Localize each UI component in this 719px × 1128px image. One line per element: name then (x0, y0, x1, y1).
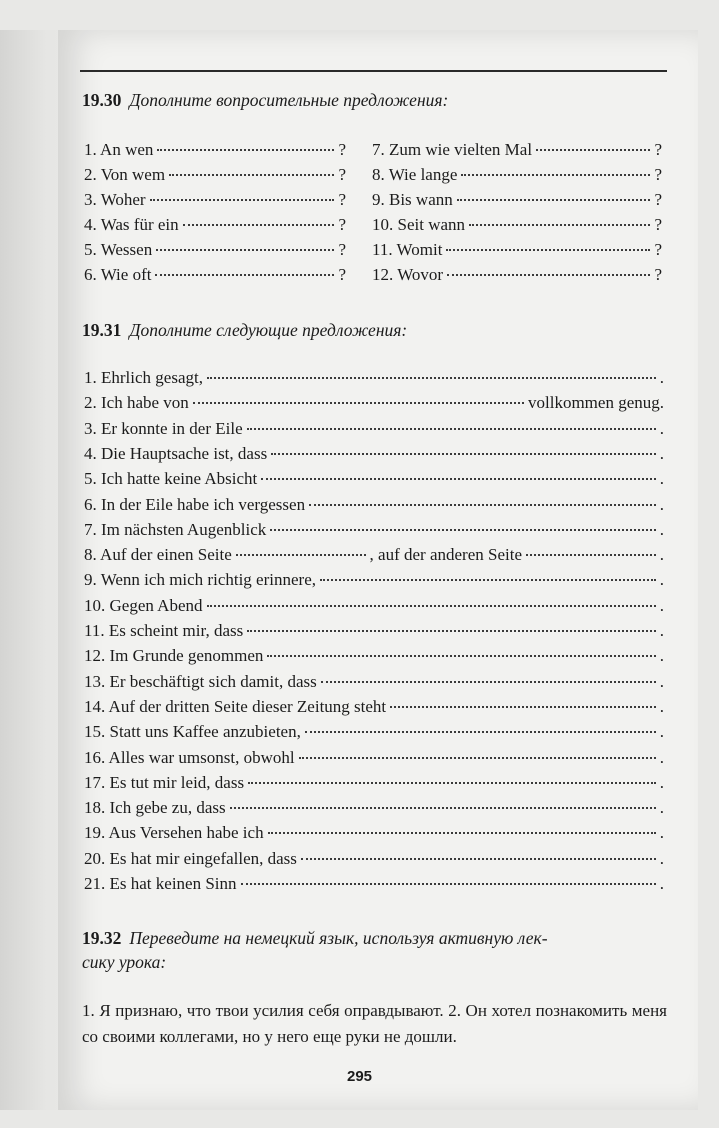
line-label: 20. Es hat mir eingefallen, dass (84, 848, 297, 868)
line-ending: ? (338, 240, 346, 259)
translation-text: 1. Я признаю, что твои усилия себя оправдывают. 2. Он хотел познакомить меня со своими коллегами, но у него еще руки не дошли. (82, 1001, 667, 1046)
exercise-title: Дополните следующие предложения: (129, 320, 408, 340)
line-ending: . (659, 722, 664, 742)
exercise-title: Дополните вопросительные предложения: (129, 90, 449, 110)
blank-dotted-line (461, 174, 650, 176)
line-label: 3. Woher (84, 190, 146, 209)
blank-dotted-line (299, 757, 656, 759)
blank-dotted-line (241, 883, 656, 885)
exercise-number: 19.30 (82, 90, 122, 110)
exercise-line (84, 545, 664, 569)
blank-dotted-line (268, 832, 656, 834)
exercise-19-32-heading-line2 (82, 952, 166, 973)
blank-dotted-line (236, 554, 366, 556)
exercise-line (84, 849, 664, 873)
exercise-line (84, 798, 664, 822)
blank-dotted-line (305, 731, 656, 733)
line-label: 9. Wenn ich mich richtig erinnere, (84, 570, 316, 590)
blank-dotted-line (169, 174, 334, 176)
line-label: 4. Was für ein (84, 215, 179, 234)
exercise-line (84, 596, 664, 620)
exercise-line (372, 265, 662, 289)
blank-dotted-line (270, 529, 656, 531)
exercise-line (84, 823, 664, 847)
exercise-line (84, 469, 664, 493)
blank-dotted-line (193, 402, 524, 404)
line-ending: ? (338, 140, 346, 159)
exercise-line (84, 419, 664, 443)
line-label: 8. Wie lange (372, 165, 458, 184)
exercise-line (84, 646, 664, 670)
blank-dotted-line (526, 554, 656, 556)
blank-dotted-line (321, 681, 656, 683)
blank-dotted-line (301, 858, 656, 860)
line-ending: ? (338, 190, 346, 209)
line-ending: . (659, 469, 664, 489)
line-ending: . (659, 772, 664, 792)
line-ending: . (659, 798, 664, 818)
line-ending: ? (654, 190, 662, 209)
exercise-line (84, 773, 664, 797)
blank-dotted-line (390, 706, 656, 708)
line-label: 15. Statt uns Kaffee anzubieten, (84, 722, 301, 742)
exercise-line (84, 265, 346, 289)
line-ending: . (659, 368, 664, 387)
blank-dotted-line (247, 428, 656, 430)
exercise-line (84, 393, 664, 417)
line-ending: . (659, 696, 664, 716)
line-ending: . (659, 874, 664, 893)
exercise-line (84, 697, 664, 721)
line-ending: ? (654, 240, 662, 259)
exercise-number: 19.31 (82, 320, 122, 340)
exercise-line (84, 570, 664, 594)
exercise-line (84, 215, 346, 239)
blank-dotted-line (261, 478, 655, 480)
line-ending: . (659, 595, 664, 615)
blank-dotted-line (207, 377, 656, 379)
blank-dotted-line (156, 249, 334, 251)
line-ending: . (659, 848, 664, 868)
line-ending: ? (338, 165, 346, 184)
exercise-line (372, 240, 662, 264)
exercise-line (84, 444, 664, 468)
blank-dotted-line (320, 579, 656, 581)
line-label: 5. Wessen (84, 240, 153, 259)
line-ending: vollkommen genug. (528, 393, 664, 413)
blank-dotted-line (207, 605, 656, 607)
line-label: 6. Wie oft (84, 265, 152, 284)
line-ending: . (659, 671, 664, 691)
exercise-19-31-heading (82, 320, 407, 341)
blank-dotted-line (157, 149, 334, 151)
blank-dotted-line (247, 630, 656, 632)
line-ending: . (659, 545, 664, 565)
blank-dotted-line (469, 224, 650, 226)
exercise-line (84, 165, 346, 189)
line-label: 5. Ich hatte keine Absicht (84, 469, 258, 489)
exercise-line (84, 621, 664, 645)
line-label: 11. Womit (372, 240, 443, 259)
page-number: 295 (346, 1068, 373, 1085)
line-ending: . (659, 494, 664, 514)
line-label: 1. Ehrlich gesagt, (84, 368, 203, 387)
line-label: 1. An wen (84, 140, 154, 159)
line-label: 12. Wovor (372, 265, 444, 284)
exercise-line (84, 495, 664, 519)
blank-dotted-line (230, 807, 656, 809)
exercise-line (84, 874, 664, 898)
line-label: 13. Er beschäftigt sich damit, dass (84, 671, 317, 691)
blank-dotted-line (267, 655, 655, 657)
line-label: 9. Bis wann (372, 190, 453, 209)
line-ending: . (659, 570, 664, 590)
line-ending: . (659, 646, 664, 666)
line-ending: . (659, 621, 664, 640)
line-label: 16. Alles war umsonst, obwohl (84, 747, 295, 767)
line-ending: . (659, 823, 664, 843)
exercise-line (84, 722, 664, 746)
line-ending: ? (338, 215, 346, 234)
line-label: 10. Seit wann (372, 215, 466, 234)
exercise-line (84, 240, 346, 264)
line-label: 14. Auf der dritten Seite dieser Zeitung steht (84, 696, 387, 716)
exercise-line (372, 140, 662, 164)
exercise-line (84, 672, 664, 696)
line-ending: ? (654, 265, 662, 284)
exercise-line (84, 520, 664, 544)
line-label: 2. Ich habe von (84, 393, 189, 413)
line-label: 7. Zum wie vielten Mal (372, 140, 533, 159)
line-ending: ? (338, 265, 346, 284)
top-rule (80, 70, 667, 72)
blank-dotted-line (150, 199, 335, 201)
line-ending: ? (654, 165, 662, 184)
line-ending: . (659, 747, 664, 767)
line-label: 17. Es tut mir leid, dass (84, 772, 245, 792)
line-ending: ? (654, 215, 662, 234)
line-middle-text: , auf der anderen Seite (369, 545, 522, 565)
blank-dotted-line (248, 782, 656, 784)
blank-dotted-line (183, 224, 335, 226)
exercise-line (372, 165, 662, 189)
exercise-line (372, 215, 662, 239)
exercise-19-30-heading (82, 90, 448, 111)
line-label: 4. Die Hauptsache ist, dass (84, 443, 268, 463)
exercise-title: Переведите на немецкий язык, используя активную лек- (129, 928, 548, 948)
line-label: 19. Aus Versehen habe ich (84, 823, 264, 843)
exercise-19-32-heading (82, 928, 548, 949)
blank-dotted-line (536, 149, 650, 151)
line-ending: . (659, 418, 664, 438)
line-label: 10. Gegen Abend (84, 595, 203, 615)
blank-dotted-line (309, 504, 656, 506)
blank-dotted-line (271, 453, 656, 455)
line-label: 7. Im nächsten Augenblick (84, 519, 267, 539)
line-label: 21. Es hat keinen Sinn (84, 874, 237, 893)
line-label: 3. Er konnte in der Eile (84, 418, 243, 438)
line-label: 8. Auf der einen Seite (84, 545, 232, 565)
line-label: 12. Im Grunde genommen (84, 646, 264, 666)
line-ending: . (659, 443, 664, 463)
exercise-line (84, 368, 664, 392)
blank-dotted-line (446, 249, 650, 251)
line-label: 6. In der Eile habe ich vergessen (84, 494, 306, 514)
exercise-line (84, 140, 346, 164)
line-ending: . (659, 519, 664, 539)
line-ending: ? (654, 140, 662, 159)
exercise-line (84, 190, 346, 214)
line-label: 2. Von wem (84, 165, 166, 184)
exercise-line (84, 748, 664, 772)
line-label: 11. Es scheint mir, dass (84, 621, 244, 640)
blank-dotted-line (155, 274, 334, 276)
exercise-number: 19.32 (82, 928, 122, 948)
exercise-title-continued: сику урока: (82, 952, 167, 972)
blank-dotted-line (457, 199, 651, 201)
line-label: 18. Ich gebe zu, dass (84, 798, 226, 818)
blank-dotted-line (447, 274, 650, 276)
exercise-line (372, 190, 662, 214)
